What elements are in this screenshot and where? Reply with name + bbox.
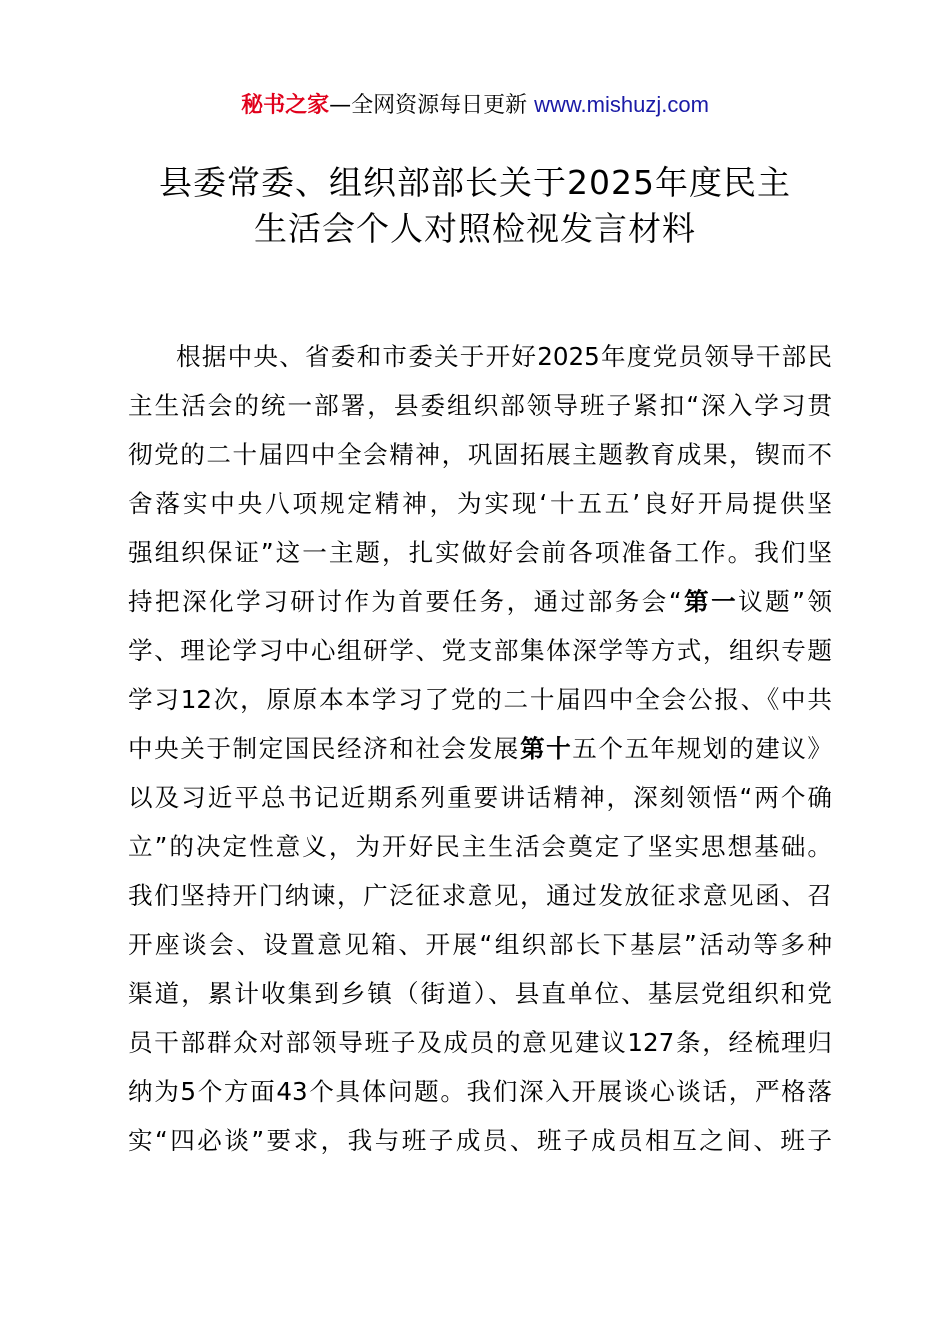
body-line: 学习12次，原原本本学习了党的二十届四中全会公报、《中共	[128, 685, 832, 714]
body-line: 立”的决定性意义，为开好民主生活会奠定了坚实思想基础。	[128, 832, 832, 861]
body-line: 舍落实中央八项规定精神，为实现‘十五五’良好开局提供坚	[128, 489, 832, 518]
body-line: 员干部群众对部领导班子及成员的意见建议127条，经梳理归	[128, 1028, 832, 1057]
body-line: 强组织保证”这一主题，扎实做好会前各项准备工作。我们坚	[128, 538, 832, 567]
body-line: 主生活会的统一部署，县委组织部领导班子紧扣“深入学习贯	[128, 391, 832, 420]
body-line: 实“四必谈”要求，我与班子成员、班子成员相互之间、班子	[128, 1126, 832, 1155]
site-header	[0, 88, 950, 123]
document-body	[128, 332, 832, 1165]
body-line: 持把深化学习研讨作为首要任务，通过部务会“第一议题”领	[128, 587, 832, 616]
body-line: 纳为5个方面43个具体问题。我们深入开展谈心谈话，严格落	[128, 1077, 832, 1106]
body-line: 开座谈会、设置意见箱、开展“组织部长下基层”活动等多种	[128, 930, 832, 959]
body-line: 根据中央、省委和市委关于开好2025年度党员领导干部民	[176, 342, 832, 371]
site-tagline: —全网资源每日更新	[329, 93, 535, 118]
title-line-2: 生活会个人对照检视发言材料	[254, 209, 696, 248]
body-line: 以及习近平总书记近期系列重要讲话精神，深刻领悟“两个确	[128, 783, 832, 812]
document-title	[100, 160, 850, 252]
site-brand: 秘书之家	[241, 93, 330, 118]
body-line: 彻党的二十届四中全会精神，巩固拓展主题教育成果，锲而不	[128, 440, 832, 469]
body-line: 学、理论学习中心组研学、党支部集体深学等方式，组织专题	[128, 636, 832, 665]
title-line-1: 县委常委、组织部部长关于2025年度民主	[159, 163, 791, 202]
body-line: 我们坚持开门纳谏，广泛征求意见，通过发放征求意见函、召	[128, 881, 832, 910]
body-line: 渠道，累计收集到乡镇（街道）、县直单位、基层党组织和党	[128, 979, 832, 1008]
site-url-link[interactable]: www.mishuzj.com	[534, 92, 709, 117]
body-line: 中央关于制定国民经济和社会发展第十五个五年规划的建议》	[128, 734, 832, 763]
